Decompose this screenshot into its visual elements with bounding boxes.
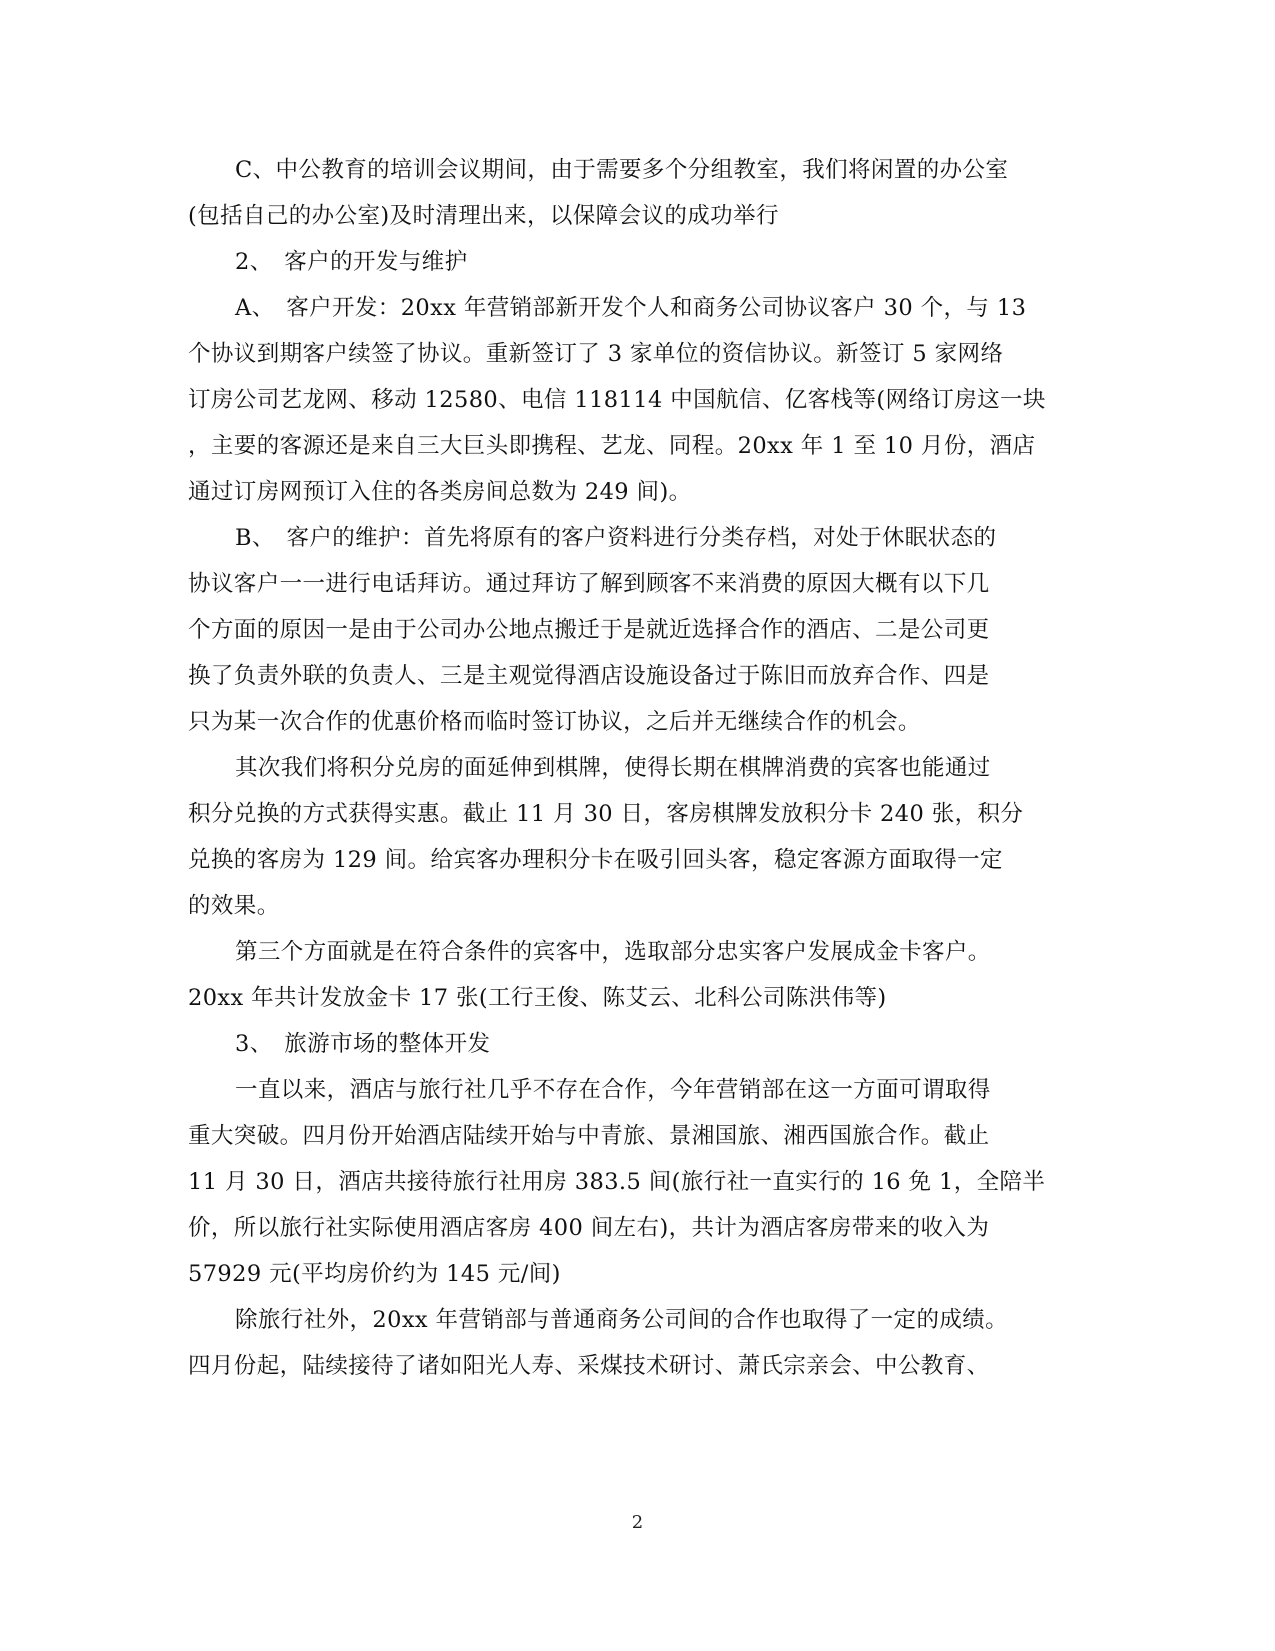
text-line: 协议客户一一进行电话拜访。通过拜访了解到顾客不来消费的原因大概有以下几 xyxy=(188,571,990,597)
section-heading: 3、 旅游市场的整体开发 xyxy=(235,1031,491,1057)
text-line: ，主要的客源还是来自三大巨头即携程、艺龙、同程。20xx 年 1 至 10 月份，酒店 xyxy=(188,433,1036,459)
text-line: 个方面的原因一是由于公司办公地点搬迁于是就近选择合作的酒店、二是公司更 xyxy=(188,617,990,643)
text-line: 第三个方面就是在符合条件的宾客中，选取部分忠实客户发展成金卡客户。 xyxy=(235,939,991,965)
section-heading: 2、 客户的开发与维护 xyxy=(235,249,468,275)
text-line: 通过订房网预订入住的各类房间总数为 249 间)。 xyxy=(188,479,692,505)
text-line: 20xx 年共计发放金卡 17 张(工行王俊、陈艾云、北科公司陈洪伟等) xyxy=(188,985,887,1011)
text-line: 除旅行社外，20xx 年营销部与普通商务公司间的合作也取得了一定的成绩。 xyxy=(235,1307,1009,1333)
text-line: 的效果。 xyxy=(188,893,280,919)
text-line: C、中公教育的培训会议期间，由于需要多个分组教室，我们将闲置的办公室 xyxy=(235,157,1009,183)
text-line: 订房公司艺龙网、移动 12580、电信 118114 中国航信、亿客栈等(网络订房这一块 xyxy=(188,387,1046,413)
text-line: 四月份起，陆续接待了诸如阳光人寿、采煤技术研讨、萧氏宗亲会、中公教育、 xyxy=(188,1353,990,1379)
text-line: A、 客户开发：20xx 年营销部新开发个人和商务公司协议客户 30 个，与 13 xyxy=(235,295,1027,321)
text-line: 积分兑换的方式获得实惠。截止 11 月 30 日，客房棋牌发放积分卡 240 张，积分 xyxy=(188,801,1024,827)
text-line: 其次我们将积分兑房的面延伸到棋牌，使得长期在棋牌消费的宾客也能通过 xyxy=(235,755,991,781)
text-line: 换了负责外联的负责人、三是主观觉得酒店设施设备过于陈旧而放弃合作、四是 xyxy=(188,663,990,689)
text-line: (包括自己的办公室)及时清理出来，以保障会议的成功举行 xyxy=(188,203,779,229)
text-line: 57929 元(平均房价约为 145 元/间) xyxy=(188,1261,561,1287)
text-line: 11 月 30 日，酒店共接待旅行社用房 383.5 间(旅行社一直实行的 16 免 1，全陪半 xyxy=(188,1169,1046,1195)
text-line: B、 客户的维护：首先将原有的客户资料进行分类存档，对处于休眠状态的 xyxy=(235,525,997,551)
text-line: 个协议到期客户续签了协议。重新签订了 3 家单位的资信协议。新签订 5 家网络 xyxy=(188,341,1004,367)
page-number: 2 xyxy=(631,1512,644,1533)
text-line: 只为某一次合作的优惠价格而临时签订协议，之后并无继续合作的机会。 xyxy=(188,709,921,735)
text-line: 价，所以旅行社实际使用酒店客房 400 间左右)，共计为酒店客房带来的收入为 xyxy=(188,1215,990,1241)
text-line: 兑换的客房为 129 间。给宾客办理积分卡在吸引回头客，稳定客源方面取得一定 xyxy=(188,847,1003,873)
text-line: 一直以来，酒店与旅行社几乎不存在合作，今年营销部在这一方面可谓取得 xyxy=(235,1077,991,1103)
text-line: 重大突破。四月份开始酒店陆续开始与中青旅、景湘国旅、湘西国旅合作。截止 xyxy=(188,1123,990,1149)
